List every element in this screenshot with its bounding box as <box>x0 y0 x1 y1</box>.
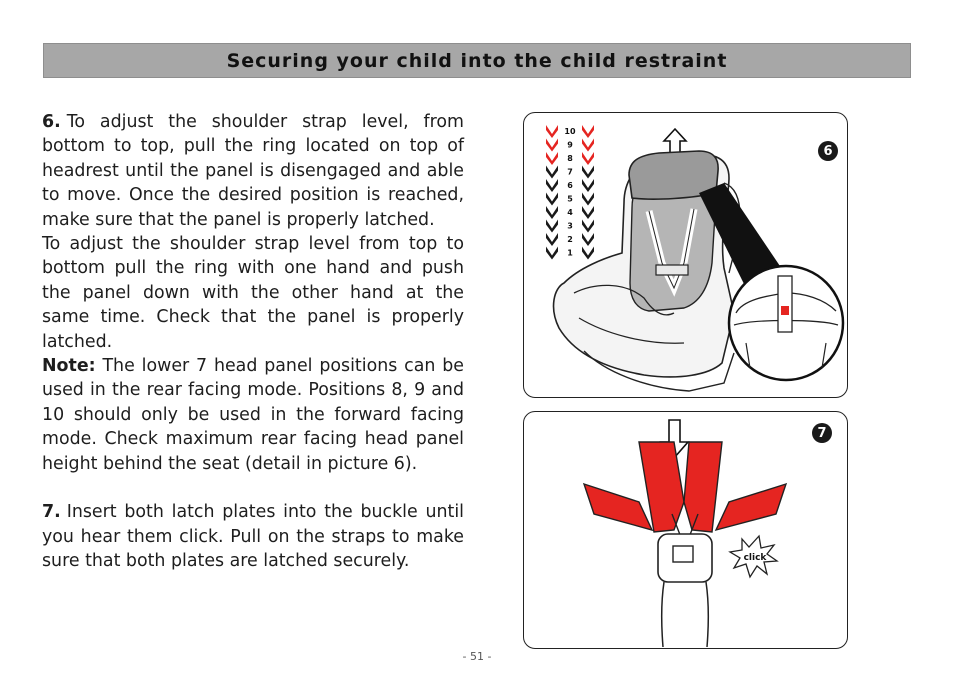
height-scale-chevron <box>582 152 594 165</box>
height-scale <box>546 125 594 260</box>
page-number: - 51 - <box>462 650 492 663</box>
height-scale-chevron <box>582 125 594 138</box>
height-scale-chevron <box>546 152 558 165</box>
step-7-number: 7. <box>42 502 61 523</box>
step-7-text: Insert both latch plates into the buckle until you hear them click. Pull on the straps to make sure that both plates are latched securely. <box>42 502 464 572</box>
step-7-paragraph <box>42 500 464 573</box>
figure-7-illustration <box>524 412 846 647</box>
height-scale-label: 4 <box>567 208 573 217</box>
section-title-bar <box>43 43 911 78</box>
step-6-number: 6. <box>42 112 61 132</box>
right-strap <box>684 442 786 532</box>
step-6-note <box>42 354 464 476</box>
height-scale-label: 5 <box>567 194 573 204</box>
note-label: Note: <box>42 356 96 377</box>
height-scale-chevron <box>546 139 558 152</box>
height-scale-chevron <box>546 233 558 246</box>
height-scale-chevron <box>582 166 594 179</box>
height-scale-chevron <box>546 179 558 192</box>
height-scale-chevron <box>582 206 594 219</box>
height-scale-chevron <box>546 247 558 260</box>
height-scale-chevron <box>546 166 558 179</box>
figure-6-panel <box>523 112 848 398</box>
height-scale-label: 7 <box>567 167 573 177</box>
left-strap <box>584 442 684 532</box>
height-scale-chevron <box>582 139 594 152</box>
figure-7-badge: 7 <box>812 423 832 443</box>
height-scale-label: 9 <box>567 140 573 150</box>
height-scale-chevron <box>582 247 594 260</box>
figure-6-illustration <box>524 113 846 396</box>
instructions-column <box>42 110 464 574</box>
step-6-text: To adjust the shoulder strap level, from bottom to top, pull the ring located on top of headrest until the panel is disengaged and able to move. Once the desired position is reached, make sure that the panel is properly latched. <box>42 112 464 230</box>
section-title: Securing your child into the child restraint <box>226 49 728 72</box>
height-scale-chevron <box>546 193 558 206</box>
height-scale-chevron <box>582 179 594 192</box>
height-scale-label: 6 <box>567 181 573 190</box>
height-scale-chevron <box>546 125 558 138</box>
step-6-paragraph-2: To adjust the shoulder strap level from top to bottom pull the ring with one hand and push the panel down with the other hand at the same time. Check that the panel is properly latched. <box>42 234 464 352</box>
note-text: The lower 7 head panel positions can be used in the rear facing mode. Positions 8, 9 and 10 should only be used in the forward facing mode. Check maximum rear facing head panel height behind the seat (detail in picture 6). <box>42 356 464 474</box>
figure-7-panel <box>523 411 848 649</box>
height-scale-chevron <box>582 193 594 206</box>
buckle-button <box>673 546 693 562</box>
height-scale-label: 3 <box>567 221 573 231</box>
height-scale-chevron <box>546 206 558 219</box>
height-scale-chevron <box>582 233 594 246</box>
chest-clip <box>656 265 688 275</box>
height-scale-chevron <box>582 220 594 233</box>
height-scale-label: 1 <box>567 248 573 258</box>
height-scale-label: 2 <box>567 235 573 244</box>
figure-6-badge: 6 <box>818 141 838 161</box>
click-label: click <box>743 553 767 563</box>
height-scale-label: 10 <box>564 127 576 136</box>
max-height-marker <box>781 306 789 315</box>
buckle-strap <box>662 582 709 647</box>
height-scale-chevron <box>546 220 558 233</box>
paragraph-gap <box>42 476 464 500</box>
height-scale-label: 8 <box>567 154 573 163</box>
step-6-paragraph <box>42 110 464 232</box>
